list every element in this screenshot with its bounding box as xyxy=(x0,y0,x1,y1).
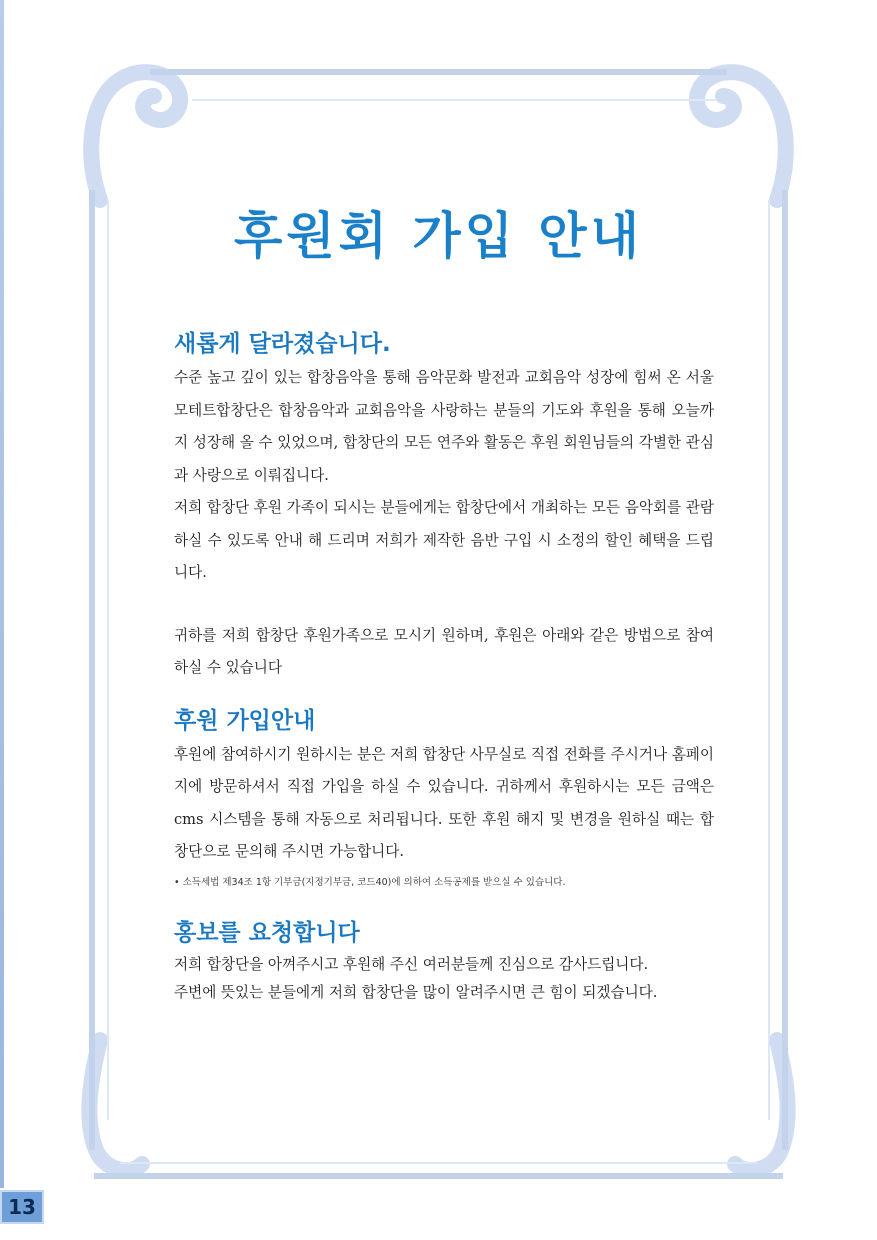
spacer xyxy=(174,590,714,620)
page-number: 13 xyxy=(8,1195,36,1219)
promo-line-1: 저희 합창단을 아껴주시고 후원해 주신 여러분들께 진심으로 감사드립니다. xyxy=(174,955,649,973)
promo-heading: 홍보를 요청합니다 xyxy=(174,919,360,946)
promo-line-2: 주변에 뜻있는 분들에게 저희 합창단을 많이 알려주시면 큰 힘이 되겠습니다. xyxy=(174,983,658,1001)
intro-paragraph-2: 저희 합창단 후원 가족이 되시는 분들에게는 합창단에서 개최하는 모든 음악회를 관람하실 수 있도록 안내 해 드리며 저희가 제작한 음반 구입 시 소정의 할인 혜택을 드립니다. xyxy=(174,499,714,581)
join-paragraph: 후원에 참여하시기 원하시는 분은 저희 합창단 사무실로 직접 전화를 주시거나 홈페이지에 방문하셔서 직접 가입을 하실 수 있습니다. 귀하께서 후원하시는 모든 금액은 cms 시스템을 통해 자동으로 처리됩니다. 또한 후원 해지 및 변경을 원하실 때는 합창단으로 문의해 주시면 가능합니다. xyxy=(174,745,714,860)
intro-heading: 새롭게 달라졌습니다. xyxy=(174,331,391,357)
main-content xyxy=(174,326,714,1007)
join-heading: 후원 가입안내 xyxy=(174,707,316,734)
page-title: 후원회 가입 안내 xyxy=(234,207,643,265)
intro-paragraph-1: 수준 높고 깊이 있는 합창음악을 통해 음악문화 발전과 교회음악 성장에 힘써 온 서울모테트합창단은 합창음악과 교회음악을 사랑하는 분들의 기도와 후원을 통해 오늘까지 성장해 올 수 있었으며, 합창단의 모든 연주와 활동은 후원 회원님들의 각별한 관심과 사랑으로 이뤄집니다. xyxy=(174,369,714,484)
page-number-badge xyxy=(0,1190,44,1224)
tax-note: • 소득세법 제34조 1항 기부금(지정기부금, 코드40)에 의하여 소득공제를 받으실 수 있습니다. xyxy=(174,876,566,888)
intro-paragraph-3: 귀하를 저희 합창단 후원가족으로 모시기 원하며, 후원은 아래와 같은 방법으로 참여 하실 수 있습니다 xyxy=(174,626,714,676)
